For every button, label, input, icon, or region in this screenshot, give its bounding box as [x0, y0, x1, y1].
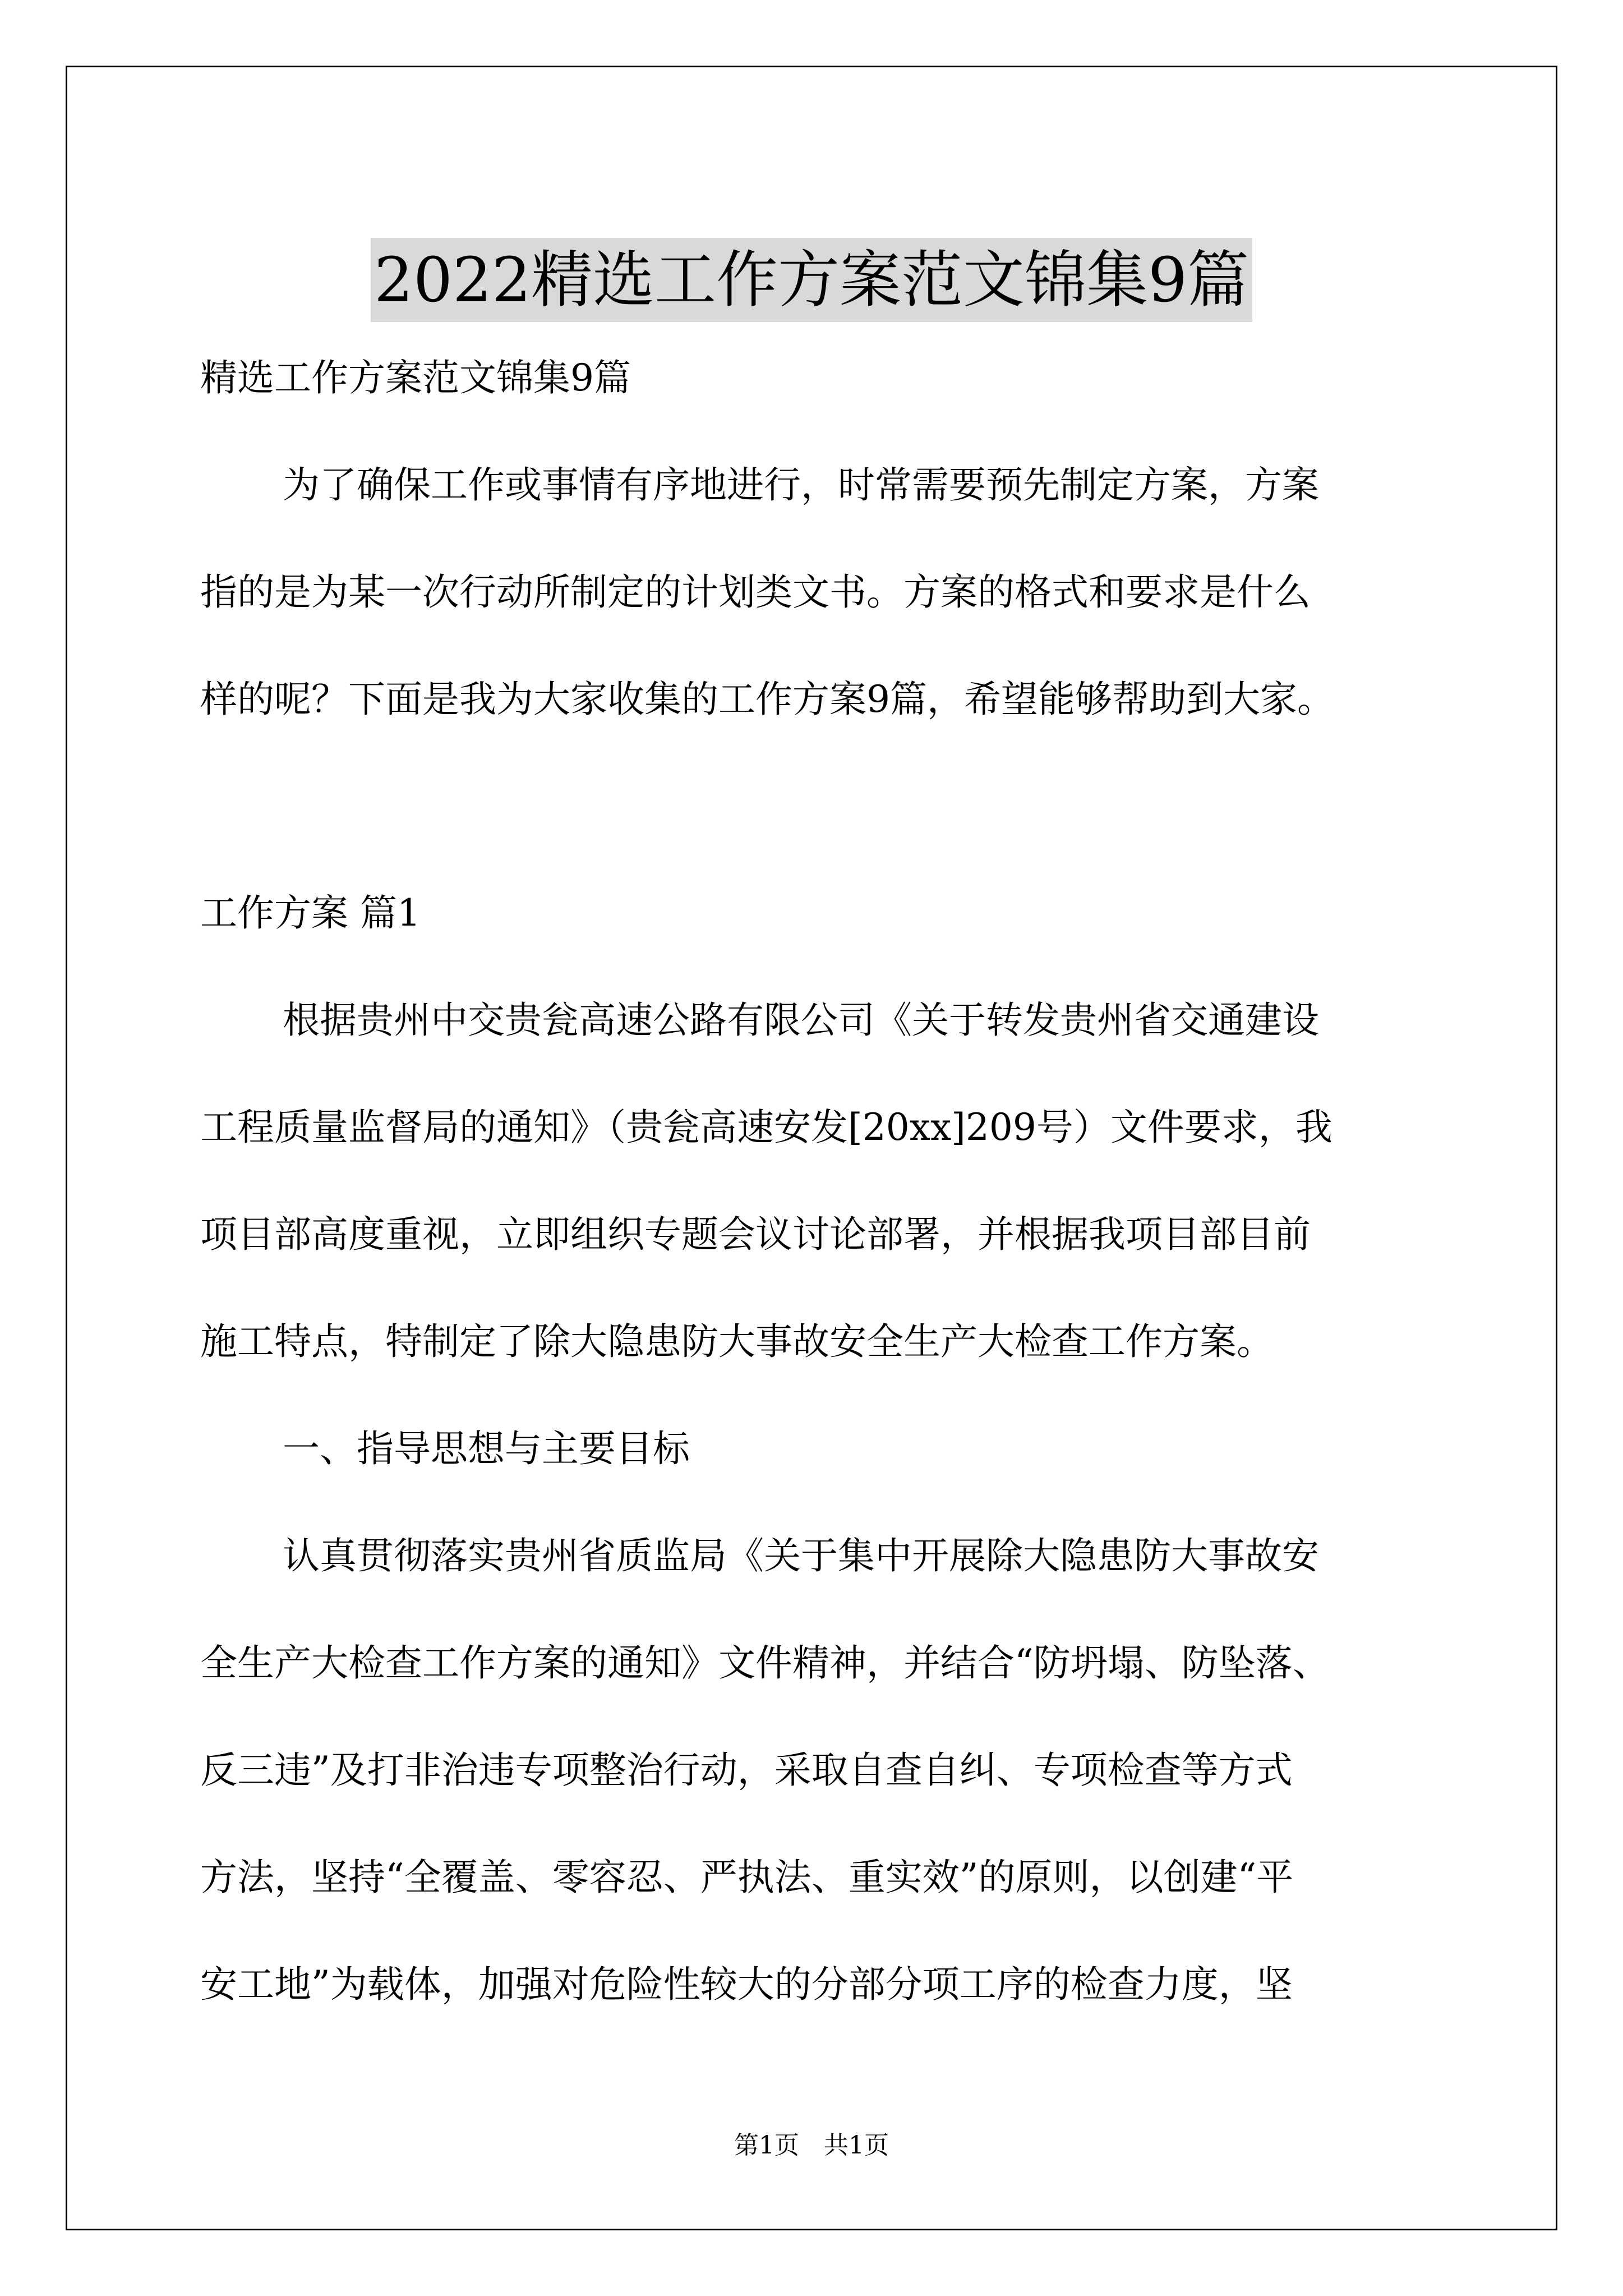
paragraph-line: 反三违”及打非治违专项整治行动，采取自查自纠、专项检查等方式: [200, 1749, 1293, 1792]
paragraph-line: 项目部高度重视，立即组织专题会议讨论部署，并根据我项目部目前: [200, 1213, 1311, 1256]
paragraph-line: 施工特点，特制定了除大隐患防大事故安全生产大检查工作方案。: [200, 1320, 1274, 1363]
document-subtitle: 精选工作方案范文锦集9篇: [200, 356, 631, 399]
document-title: 2022精选工作方案范文锦集9篇: [371, 238, 1252, 322]
paragraph-line: 工程质量监督局的通知》（贵瓮高速安发[20xx]209号）文件要求，我: [200, 1106, 1332, 1149]
paragraph-line: 方法，坚持“全覆盖、零容忍、严执法、重实效”的原则，以创建“平: [200, 1856, 1294, 1899]
section-title: 工作方案 篇1: [200, 891, 421, 935]
page-footer: 第1页 共1页: [734, 2131, 889, 2160]
title-container: [0, 196, 1623, 363]
paragraph-line: 认真贯彻落实贵州省质监局《关于集中开展除大隐患防大事故安: [283, 1534, 1319, 1577]
paragraph-line: 安工地”为载体，加强对危险性较大的分部分项工序的检查力度，坚: [200, 1963, 1293, 2006]
section-heading: 一、指导思想与主要目标: [283, 1427, 690, 1470]
intro-line: 样的呢？下面是我为大家收集的工作方案9篇，希望能够帮助到大家。: [200, 678, 1334, 721]
paragraph-line: 全生产大检查工作方案的通知》文件精神，并结合“防坍塌、防坠落、: [200, 1641, 1330, 1685]
intro-line: 为了确保工作或事情有序地进行，时常需要预先制定方案，方案: [283, 463, 1319, 507]
intro-line: 指的是为某一次行动所制定的计划类文书。方案的格式和要求是什么: [200, 570, 1311, 614]
paragraph-line: 根据贵州中交贵瓮高速公路有限公司《关于转发贵州省交通建设: [283, 999, 1319, 1042]
